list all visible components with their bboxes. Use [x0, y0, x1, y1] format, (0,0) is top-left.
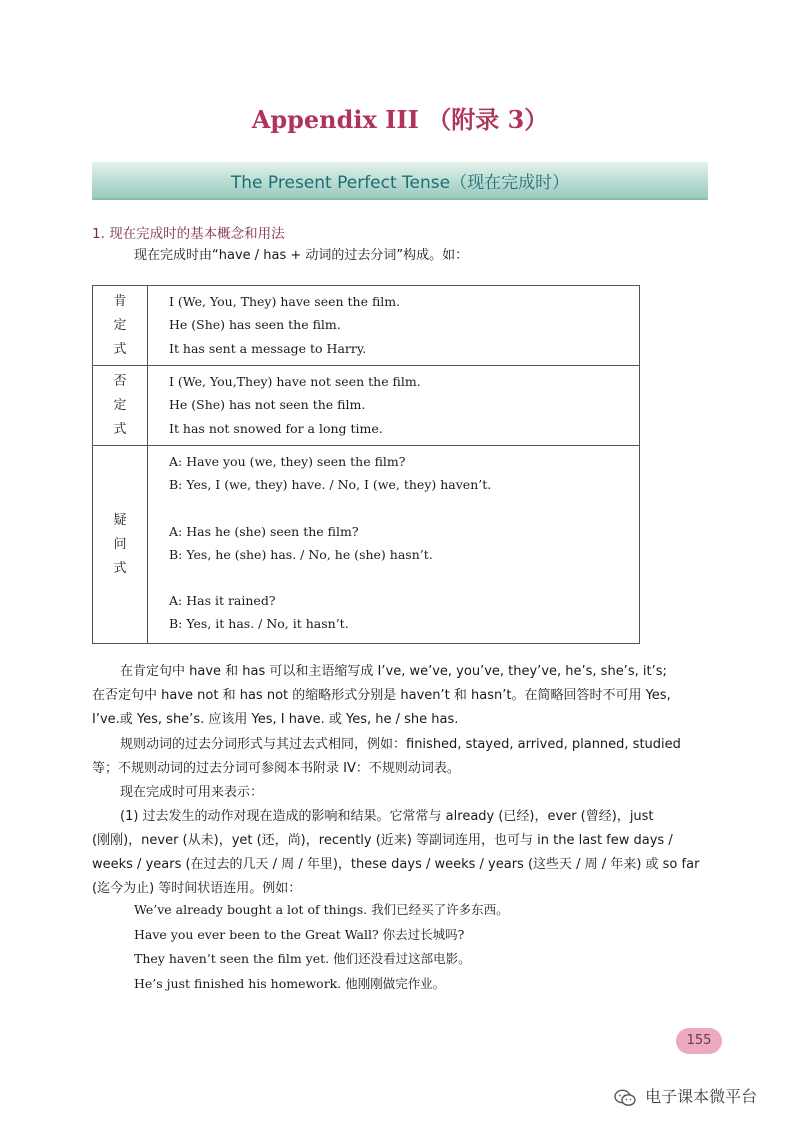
watermark-text: 电子课本微平台	[645, 1087, 758, 1106]
example-line: I (We, You,They) have not seen the film.	[169, 374, 421, 389]
banner-title: The Present Perfect Tense（现在完成时）	[230, 173, 570, 193]
paragraph-usage-1	[92, 805, 712, 901]
row-examples-negative	[148, 366, 640, 446]
example-line: B: Yes, it has. / No, it hasn’t.	[169, 616, 349, 632]
example-sentences	[134, 898, 509, 996]
wechat-icon	[614, 1089, 636, 1107]
row-label-negative: 否 定 式	[93, 366, 148, 446]
table-row-affirmative	[93, 286, 640, 366]
section-heading-text: 现在完成时的基本概念和用法	[109, 226, 285, 242]
example-line: B: Yes, I (we, they) have. / No, I (we, they) haven’t.	[169, 477, 492, 493]
example-line: He (She) has not seen the film.	[169, 397, 366, 413]
paragraph-line: (刚刚)，never (从未)，yet (还，尚)，recently (近来) 等副词连用，也可与 in the last few days /	[92, 833, 673, 848]
example-sentence: We’ve already bought a lot of things. 我们已经买了许多东西。	[134, 902, 509, 917]
paragraph-line: 规则动词的过去分词形式与其过去式相同，例如：finished, stayed, arrived, planned, studied	[120, 737, 681, 752]
table-row-negative	[93, 366, 640, 446]
paragraph-line: weeks / years (在过去的几天 / 周 / 年里)，these days / weeks / years (这些天 / 周 / 年来) 或 so far	[92, 857, 700, 872]
row-examples-interrogative	[148, 446, 640, 644]
example-line: It has sent a message to Harry.	[169, 340, 367, 356]
paragraph-line: 在否定句中 have not 和 has not 的缩略形式分别是 haven’t 和 hasn’t。在简略回答时不可用 Yes,	[92, 688, 671, 703]
example-line: He (She) has seen the film.	[169, 317, 341, 333]
line-gap	[169, 566, 639, 589]
grammar-table	[92, 285, 640, 644]
example-line: A: Have you (we, they) seen the film?	[169, 454, 406, 469]
paragraph-line: 现在完成时可用来表示：	[120, 785, 264, 800]
paragraph-line: (1) 过去发生的动作对现在造成的影响和结果。它常常与 already (已经)，ever (曾经)，just	[120, 809, 654, 824]
table-row-interrogative	[93, 446, 640, 644]
page-number: 155	[676, 1028, 722, 1054]
example-line: A: Has he (she) seen the film?	[169, 523, 359, 539]
example-sentence: He’s just finished his homework. 他刚刚做完作业。	[134, 975, 446, 991]
paragraph-usage-intro	[92, 781, 712, 805]
paragraph-line: (迄今为止) 等时间状语连用。例如：	[92, 881, 302, 896]
line-gap	[169, 497, 639, 520]
paragraph-line: I’ve.或 Yes, she’s. 应该用 Yes, I have. 或 Yes, he / she has.	[92, 712, 459, 727]
paragraph-participles	[92, 733, 712, 781]
section-heading	[92, 222, 285, 242]
paragraph-line: 在肯定句中 have 和 has 可以和主语缩写成 I’ve, we’ve, you’ve, they’ve, he’s, she’s, it’s;	[120, 664, 667, 679]
row-label-interrogative: 疑 问 式	[93, 446, 148, 644]
example-sentence: Have you ever been to the Great Wall? 你去过长城吗?	[134, 926, 465, 942]
section-intro: 现在完成时由“have / has + 动词的过去分词”构成。如：	[134, 248, 469, 263]
page-title: Appendix III （附录 3）	[251, 105, 549, 134]
example-sentence: They haven’t seen the film yet. 他们还没看过这部电影。	[134, 951, 471, 966]
example-line: It has not snowed for a long time.	[169, 420, 383, 436]
example-line: A: Has it rained?	[169, 593, 276, 609]
example-line: B: Yes, he (she) has. / No, he (she) hasn’t.	[169, 546, 433, 562]
watermark	[614, 1084, 757, 1107]
paragraph-line: 等；不规则动词的过去分词可参阅本书附录 IV：不规则动词表。	[92, 761, 460, 776]
row-examples-affirmative	[148, 286, 640, 366]
paragraph-contractions	[92, 660, 712, 732]
section-number: 1.	[92, 226, 105, 242]
example-line: I (We, You, They) have seen the film.	[169, 294, 401, 309]
row-label-affirmative: 肯 定 式	[93, 286, 148, 366]
